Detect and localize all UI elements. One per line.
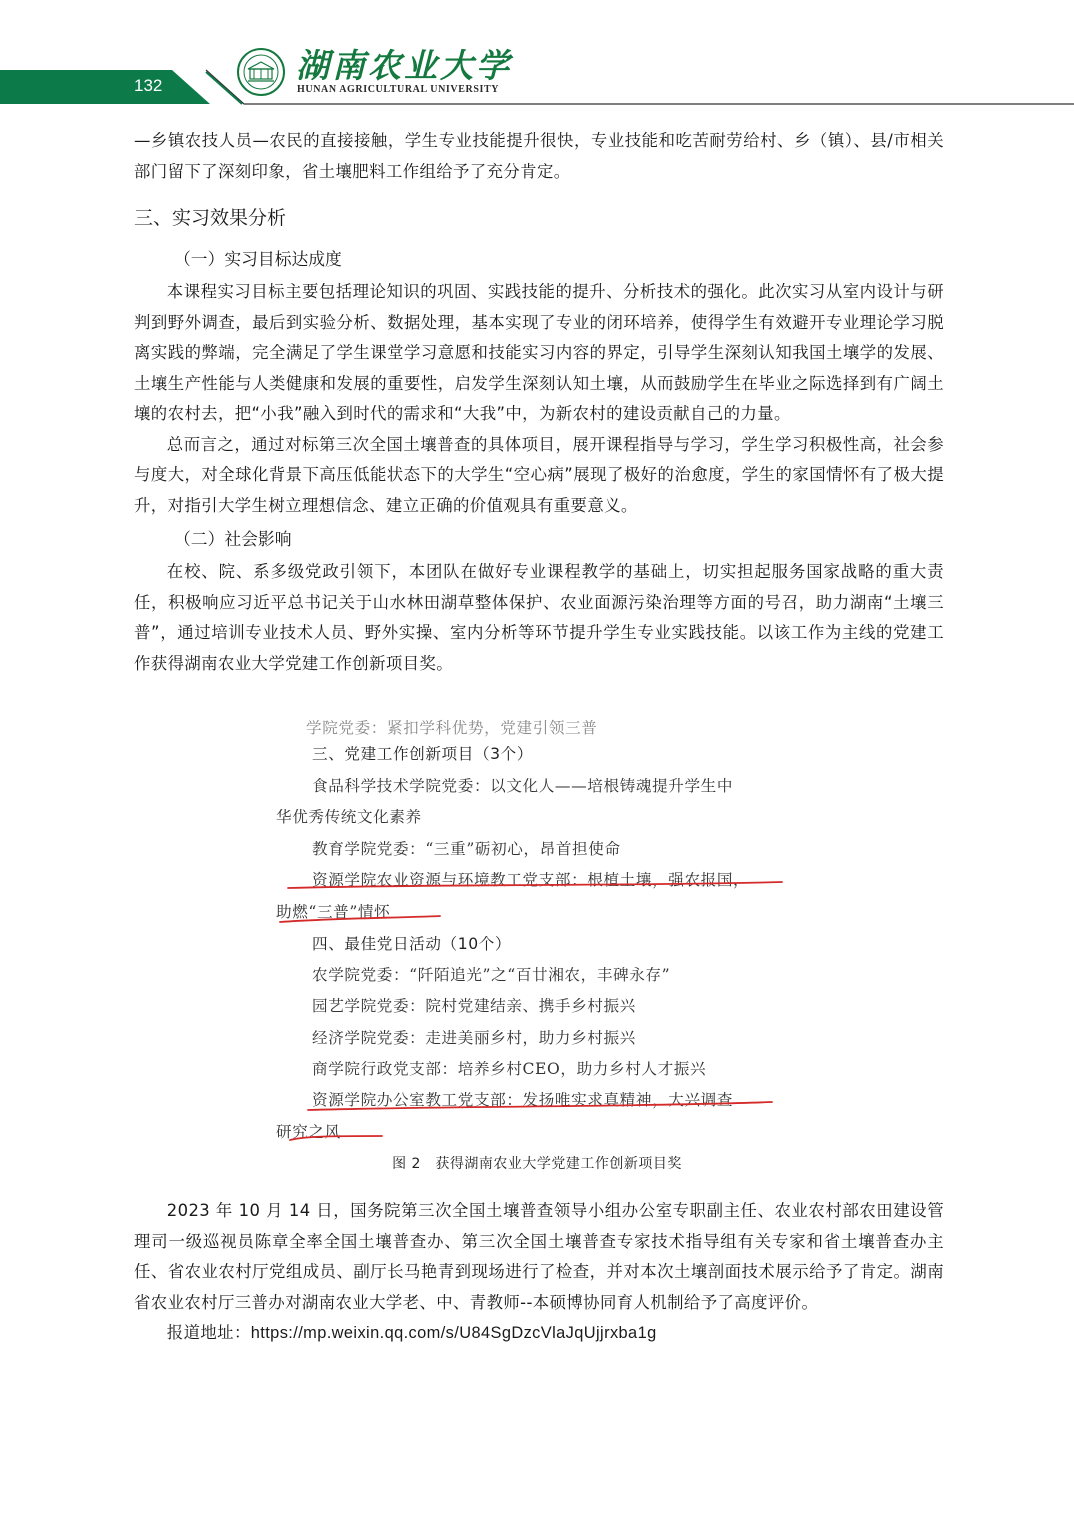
figure-list-item-highlighted: 资源学院农业资源与环境教工党支部：根植土壤，强农报国，	[312, 871, 750, 889]
figure-caption: 图 2 获得湖南农业大学党建工作创新项目奖	[392, 1156, 682, 1172]
figure-list-item: 食品科学技术学院党委：以文化人——培根铸魂提升学生中	[312, 777, 734, 795]
report-address	[134, 1318, 944, 1349]
figure-list-item-highlighted: 资源学院办公室教工党支部：发扬唯实求真精神，大兴调查	[312, 1091, 734, 1109]
figure-list-item: 园艺学院党委：院村党建结亲、携手乡村振兴	[312, 997, 636, 1015]
report-url-link[interactable]: https://mp.weixin.qq.com/s/U84SgDzcVlaJqUjjrxba1g	[250, 1324, 657, 1342]
intro-paragraph: —乡镇农技人员—农民的直接接触，学生专业技能提升很快，专业技能和吃苦耐劳给村、乡（镇）、县/市相关部门留下了深刻印象，省土壤肥料工作组给予了充分肯定。	[134, 131, 944, 181]
header-rule-line	[0, 0, 1074, 110]
university-name-cn: 湖南农业大学	[296, 46, 512, 85]
figure-heading: 四、最佳党日活动（10个）	[312, 935, 512, 953]
figure-list-item-highlighted: 研究之风	[276, 1123, 341, 1141]
figure-list-item: 经济学院党委：走进美丽乡村，助力乡村振兴	[312, 1029, 636, 1047]
main-content	[134, 126, 944, 679]
figure-list-item: 商学院行政党支部：培养乡村CEO，助力乡村人才振兴	[312, 1060, 707, 1078]
figure-clipped-line: 学院党委：紧扣学科优势，党建引领三普	[306, 719, 598, 737]
report-address-label: 报道地址：	[166, 1323, 251, 1342]
closing-content	[134, 1196, 944, 1349]
university-name-en: HUNAN AGRICULTURAL UNIVERSITY	[297, 84, 500, 95]
figure-list-item: 教育学院党委：“三重”砺初心，昂首担使命	[312, 840, 621, 858]
body-paragraph: 在校、院、系多级党政引领下，本团队在做好专业课程教学的基础上，切实担起服务国家战略的重大责任，积极响应习近平总书记关于山水林田湖草整体保护、农业面源污染治理等方面的号召，助力湖南“土壤三普”，通过培训专业技术人员、野外实操、室内分析等环节提升学生专业实践技能。以该工作为主线的党建工作获得湖南农业大学党建工作创新项目奖。	[134, 562, 944, 673]
page-number: 132	[134, 76, 163, 95]
body-paragraph: 总而言之，通过对标第三次全国土壤普查的具体项目，展开课程指导与学习，学生学习积极性高，社会参与度大，对全球化背景下高压低能状态下的大学生“空心病”展现了极好的治愈度，学生的家国情怀有了极大提升，对指引大学生树立理想信念、建立正确的价值观具有重要意义。	[134, 434, 944, 515]
university-seal-icon	[236, 47, 286, 97]
figure-list-item: 华优秀传统文化素养	[276, 808, 422, 826]
figure-list-item: 农学院党委：“阡陌追光”之“百廿湘农，丰碑永存”	[312, 966, 671, 984]
subsection-heading: （二）社会影响	[174, 529, 292, 549]
figure-list-item-highlighted: 助燃“三普”情怀	[276, 903, 391, 921]
body-paragraph: 2023 年 10 月 14 日，国务院第三次全国土壤普查领导小组办公室专职副主任、农业农村部农田建设管理司一级巡视员陈章全率全国土壤普查办、第三次全国土壤普查专家技术指导组有关专家和省土壤普查办主任、省农业农村厅党组成员、副厅长马艳青到现场进行了检查，并对本次土壤剖面技术展示给予了肯定。湖南省农业农村厅三普办对湖南农业大学老、中、青教师--本硕博协同育人机制给予了高度评价。	[134, 1201, 944, 1312]
subsection-heading: （一）实习目标达成度	[174, 249, 342, 269]
handwritten-red-underlines	[276, 734, 796, 1144]
page-header	[0, 0, 1074, 110]
figure-heading: 三、党建工作创新项目（3个）	[312, 745, 534, 763]
section-heading: 三、实习效果分析	[134, 207, 287, 229]
body-paragraph: 本课程实习目标主要包括理论知识的巩固、实践技能的提升、分析技术的强化。此次实习从室内设计与研判到野外调查，最后到实验分析、数据处理，基本实现了专业的闭环培养，使得学生有效避开专业理论学习脱离实践的弊端，完全满足了学生课堂学习意愿和技能实习内容的界定，引导学生深刻认知我国土壤学的发展、土壤生产性能与人类健康和发展的重要性，启发学生深刻认知土壤，从而鼓励学生在毕业之际选择到有广阔土壤的农村去，把“小我”融入到时代的需求和“大我”中，为新农村的建设贡献自己的力量。	[134, 282, 944, 423]
award-list-figure	[276, 719, 796, 1144]
